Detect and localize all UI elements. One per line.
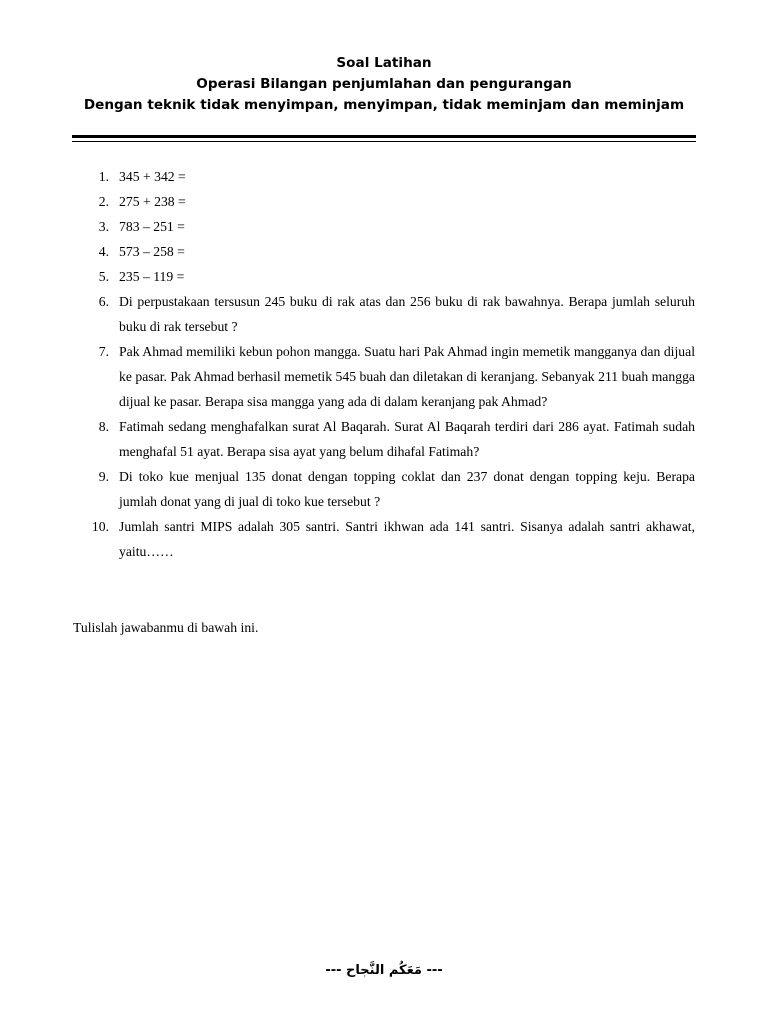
question-number: 8 .	[72, 414, 109, 439]
question-number: 5 .	[72, 264, 109, 289]
header-divider-thick	[72, 135, 696, 138]
document-title: Soal Latihan	[336, 55, 432, 71]
question-item	[72, 514, 695, 564]
question-number: 7 .	[72, 339, 109, 364]
question-item	[72, 414, 695, 464]
question-item	[72, 264, 695, 289]
question-text: Di perpustakaan tersusun 245 buku di rak atas dan 256 buku di rak bawahnya. Berapa jumlah seluruh buku di rak tersebut ?	[119, 294, 695, 334]
question-text: 573 – 258 =	[119, 244, 185, 259]
answer-instruction: Tulislah jawabanmu di bawah ini.	[73, 620, 259, 635]
question-item	[72, 339, 695, 414]
question-item	[72, 464, 695, 514]
question-text: 275 + 238 =	[119, 194, 186, 209]
question-list	[72, 164, 695, 564]
question-text: Fatimah sedang menghafalkan surat Al Baqarah. Surat Al Baqarah terdiri dari 286 ayat. Fatimah sudah menghafal 51 ayat. Berapa sisa ayat yang belum dihafal Fatimah?	[119, 419, 695, 459]
question-text: Jumlah santri MIPS adalah 305 santri. Santri ikhwan ada 141 santri. Sisanya adalah santri akhawat, yaitu……	[119, 519, 695, 559]
header-divider-thin	[72, 141, 696, 142]
question-item	[72, 239, 695, 264]
question-item	[72, 289, 695, 339]
footer-motto: --- مَعَكُم النَّجاح ---	[325, 963, 443, 978]
document-header	[0, 53, 768, 116]
document-subtitle: Operasi Bilangan penjumlahan dan pengurangan	[196, 76, 572, 92]
question-number: 6 .	[72, 289, 109, 314]
question-item	[72, 164, 695, 189]
question-number: 10 .	[72, 514, 109, 539]
question-text: Pak Ahmad memiliki kebun pohon mangga. Suatu hari Pak Ahmad ingin memetik mangganya dan dijual ke pasar. Pak Ahmad berhasil memetik 545 buah dan diletakan di keranjang. Sebanyak 211 buah mangga dijual ke pasar. Berapa sisa mangga yang ada di dalam keranjang pak Ahmad?	[119, 344, 695, 409]
question-number: 2 .	[72, 189, 109, 214]
question-number: 4 .	[72, 239, 109, 264]
question-text: 783 – 251 =	[119, 219, 185, 234]
question-number: 3 .	[72, 214, 109, 239]
document-subtitle-secondary: Dengan teknik tidak menyimpan, menyimpan, tidak meminjam dan meminjam	[83, 97, 685, 113]
question-text: 235 – 119 =	[119, 269, 185, 284]
question-number: 1 .	[72, 164, 109, 189]
question-number: 9 .	[72, 464, 109, 489]
question-text: Di toko kue menjual 135 donat dengan topping coklat dan 237 donat dengan topping keju. Berapa jumlah donat yang di jual di toko kue tersebut ?	[119, 469, 695, 509]
question-item	[72, 189, 695, 214]
question-item	[72, 214, 695, 239]
question-text: 345 + 342 =	[119, 169, 186, 184]
